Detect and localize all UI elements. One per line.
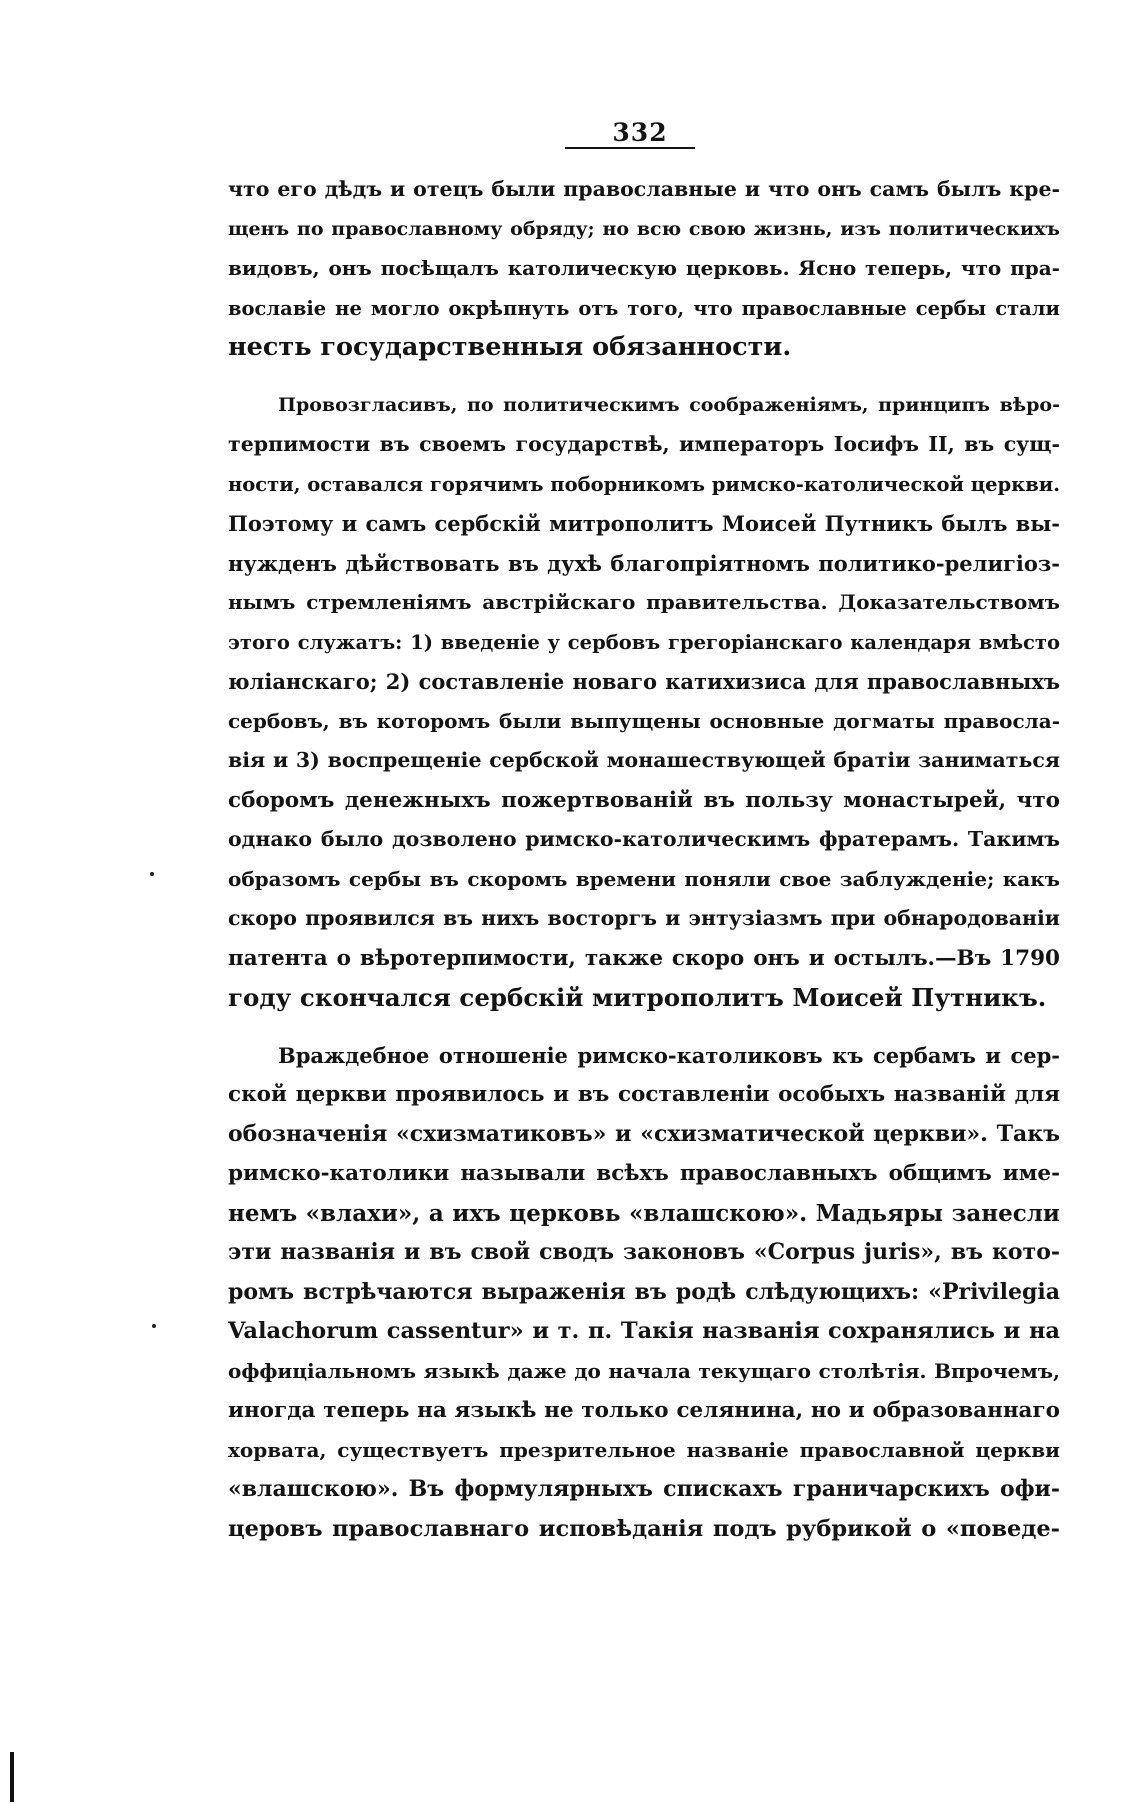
- text-line: юліанскаго; 2) составленіе новаго катихизиса для православныхъ: [228, 669, 1060, 694]
- text-line: скоро проявился въ нихъ восторгъ и энтузіазмъ при обнародованіи: [228, 906, 1060, 930]
- text-line: несть государственныя обязанности.: [228, 332, 792, 362]
- paragraph-gap: [228, 1018, 1060, 1036]
- text-line: нужденъ дѣйствовать въ духѣ благопріятномъ политико-религіоз-: [228, 550, 1060, 576]
- text-line: щенъ по православному обряду; но всю свою жизнь, изъ политическихъ: [228, 217, 1060, 240]
- paragraph-gap: [228, 368, 1060, 386]
- text-line: Поэтому и самъ сербскій митрополитъ Моисей Путникъ былъ вы-: [228, 511, 1060, 536]
- text-line: вія и 3) воспрещеніе сербской монашествующей братіи заниматься: [228, 748, 1060, 772]
- scan-speck: [150, 872, 154, 876]
- text-line: хорвата, существуетъ презрительное названіе православной церкви: [228, 1437, 1060, 1462]
- text-line: нымъ стремленіямъ австрійскаго правительства. Доказательствомъ: [228, 590, 1060, 614]
- text-line: иногда теперь на языкѣ не только селянина, но и образованнаго: [228, 1398, 1060, 1423]
- text-line: сербовъ, въ которомъ были выпущены основные догматы правосла-: [228, 708, 1060, 733]
- page-number: 332: [612, 118, 668, 147]
- text-line: патента о вѣротерпимости, также скоро онъ и остылъ.—Въ 1790: [228, 945, 1060, 971]
- page-number-rule: [565, 147, 695, 149]
- text-line: обозначенія «схизматиковъ» и «схизматической церкви». Такъ: [228, 1120, 1060, 1147]
- text-line: видовъ, онъ посѣщалъ католическую церковь. Ясно теперь, что пра-: [228, 256, 1060, 280]
- text-line: терпимости въ своемъ государствѣ, императоръ Іосифъ II, въ сущ-: [228, 432, 1060, 456]
- text-line: году скончался сербскій митрополитъ Моисей Путникъ.: [228, 983, 1047, 1012]
- text-line: немъ «влахи», а ихъ церковь «влашскою». Мадьяры занесли: [228, 1199, 1060, 1227]
- text-line: ской церкви проявилось и въ составленіи особыхъ названій для: [228, 1082, 1060, 1107]
- text-line: ности, оставался горячимъ поборникомъ римско-католической церкви.: [228, 472, 1060, 496]
- text-line: римско-католики называли всѣхъ православныхъ общимъ име-: [228, 1161, 1060, 1186]
- text-line: ромъ встрѣчаются выраженія въ родѣ слѣдующихъ: «Privilegia: [228, 1278, 1060, 1305]
- paragraph-2: [228, 386, 1060, 1018]
- text-line: образомъ сербы въ скоромъ времени поняли свое заблужденіе; какъ: [228, 866, 1060, 891]
- text-line: сборомъ денежныхъ пожертвованій въ пользу монастырей, что: [228, 787, 1060, 813]
- scan-edge-mark: [10, 1752, 14, 1802]
- text-line: «влашскою». Въ формулярныхъ спискахъ граничарскихъ офи-: [228, 1476, 1060, 1502]
- text-line: Valachorum cassentur» и т. п. Такія названія сохранялись и на: [228, 1318, 1060, 1344]
- scan-speck: [152, 1324, 156, 1328]
- text-line: вославіе не могло окрѣпнуть отъ того, что православные сербы стали: [228, 296, 1060, 320]
- paragraph-3: [228, 1036, 1060, 1550]
- text-line: этого служатъ: 1) введеніе у сербовъ грегоріанскаго календаря вмѣсто: [228, 630, 1060, 654]
- text-line: однако было дозволено римско-католическимъ фратерамъ. Такимъ: [228, 827, 1060, 851]
- text-line: Провозгласивъ, по политическимъ соображеніямъ, принципъ вѣро-: [278, 393, 1060, 416]
- paragraph-1: [228, 170, 1060, 368]
- text-line: церовъ православнаго исповѣданія подъ рубрикой о «поведе-: [228, 1515, 1060, 1542]
- text-line: оффиціальномъ языкѣ даже до начала текущаго столѣтія. Впрочемъ,: [228, 1358, 1060, 1383]
- body-text: [228, 170, 1060, 1549]
- text-line: что его дѣдъ и отецъ были православные и что онъ самъ былъ кре-: [228, 177, 1060, 201]
- text-line: Враждебное отношеніе римско-католиковъ къ сербамъ и сер-: [278, 1042, 1060, 1068]
- text-line: эти названія и въ свой сводъ законовъ «Corpus juris», въ кото-: [228, 1239, 1060, 1265]
